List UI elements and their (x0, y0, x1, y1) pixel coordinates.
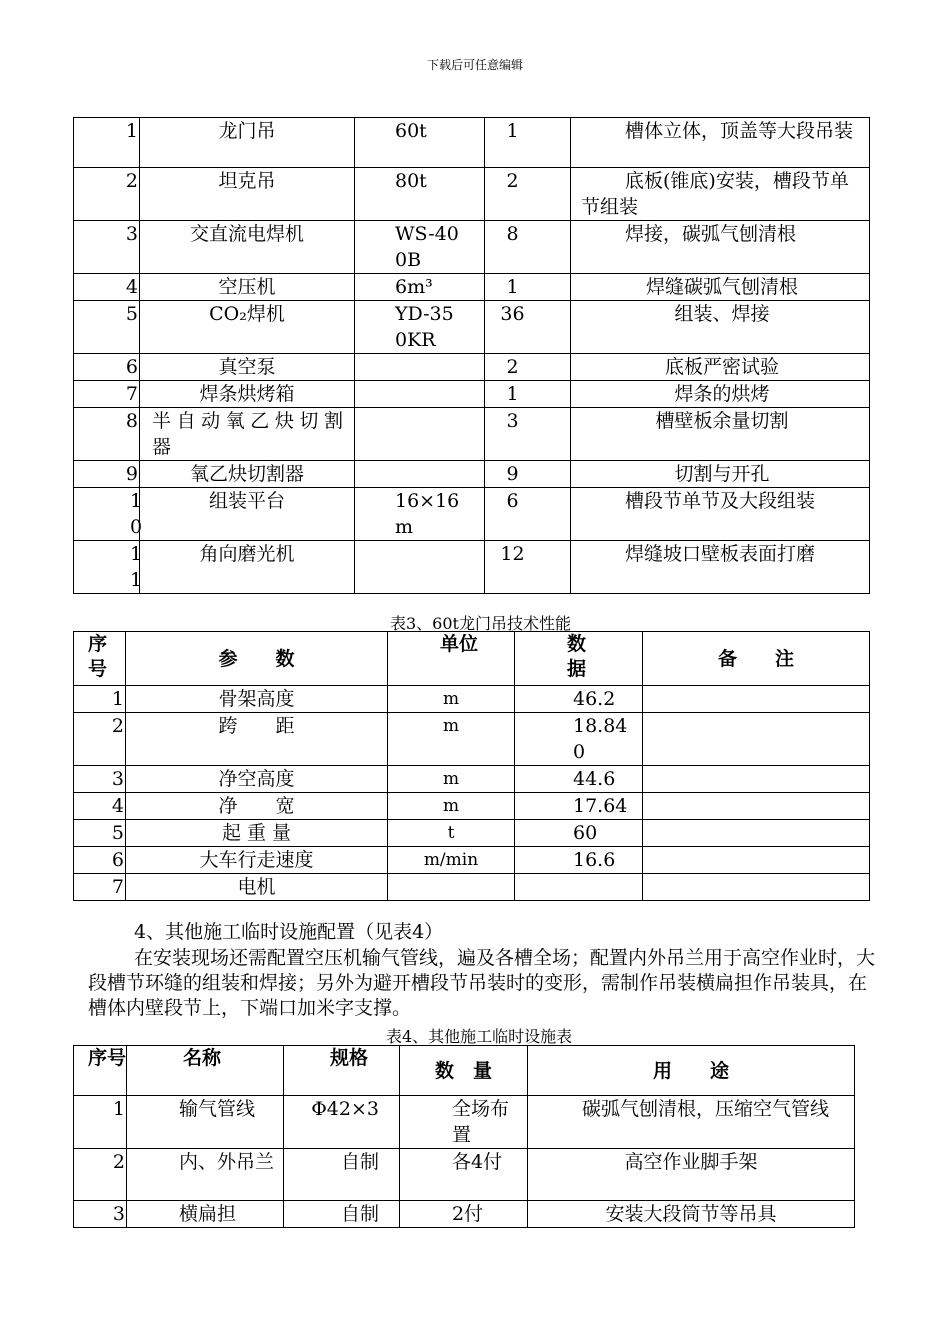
equipment-table (73, 117, 870, 594)
row-number: 6 (74, 354, 140, 381)
row-number: 11 (74, 541, 140, 594)
equipment-spec: 6m³ (355, 274, 485, 301)
equipment-name: 交直流电焊机 (140, 221, 355, 274)
facility-spec: 自制 (284, 1201, 400, 1228)
table-row (74, 488, 870, 541)
header-note: 备 注 (643, 632, 870, 686)
table-row (74, 1096, 855, 1149)
row-number: 1 (74, 1096, 127, 1149)
equipment-use: 槽体立体，顶盖等大段吊装 (571, 118, 870, 168)
header-data: 数据 (515, 632, 643, 686)
equipment-spec (355, 408, 485, 461)
row-number: 3 (74, 766, 126, 793)
header-no: 序号 (74, 632, 126, 686)
equipment-name: 坦克吊 (140, 168, 355, 221)
param-value: 16.6 (515, 847, 643, 874)
equipment-name: 龙门吊 (140, 118, 355, 168)
param-value (515, 874, 643, 901)
header-param: 参 数 (126, 632, 388, 686)
param-name: 大车行走速度 (126, 847, 388, 874)
table-row (74, 301, 870, 354)
equipment-use: 焊缝坡口壁板表面打磨 (571, 541, 870, 594)
table-row (74, 1149, 855, 1201)
param-unit: m (388, 686, 515, 713)
param-value: 60 (515, 820, 643, 847)
param-value: 44.6 (515, 766, 643, 793)
param-value: 17.64 (515, 793, 643, 820)
table-row (74, 118, 870, 168)
param-note (643, 793, 870, 820)
equipment-qty: 12 (485, 541, 571, 594)
table3-caption: 表3、60t龙门吊技术性能 (390, 614, 571, 633)
param-name: 跨 距 (126, 713, 388, 766)
param-unit: m (388, 766, 515, 793)
table-row (74, 713, 870, 766)
equipment-spec: 80t (355, 168, 485, 221)
row-number: 3 (74, 1201, 127, 1228)
param-name: 净空高度 (126, 766, 388, 793)
equipment-use: 槽壁板余量切割 (571, 408, 870, 461)
equipment-spec: 16×16m (355, 488, 485, 541)
facility-spec: 自制 (284, 1149, 400, 1201)
crane-spec-table (73, 631, 870, 901)
table-row (74, 221, 870, 274)
table-row (74, 1201, 855, 1228)
row-number: 2 (74, 713, 126, 766)
facility-qty: 全场布置 (400, 1096, 528, 1149)
equipment-spec (355, 461, 485, 488)
equipment-spec: WS-400B (355, 221, 485, 274)
table-row (74, 541, 870, 594)
param-note (643, 686, 870, 713)
equipment-qty: 6 (485, 488, 571, 541)
param-value: 46.2 (515, 686, 643, 713)
table-row (74, 408, 870, 461)
facility-use: 安装大段筒节等吊具 (528, 1201, 855, 1228)
row-number: 9 (74, 461, 140, 488)
row-number: 5 (74, 301, 140, 354)
param-unit: t (388, 820, 515, 847)
table-row (74, 793, 870, 820)
equipment-spec (355, 354, 485, 381)
equipment-qty: 9 (485, 461, 571, 488)
row-number: 5 (74, 820, 126, 847)
equipment-name: 氧乙炔切割器 (140, 461, 355, 488)
header-spec: 规格 (284, 1046, 400, 1096)
section4-heading: 4、其他施工临时设施配置（见表4） (134, 921, 444, 943)
facility-use: 高空作业脚手架 (528, 1149, 855, 1201)
header-note: 下载后可任意编辑 (426, 58, 523, 72)
facility-qty: 2付 (400, 1201, 528, 1228)
row-number: 4 (74, 274, 140, 301)
section4-body: 在安装现场还需配置空压机输气管线，遍及各槽全场；配置内外吊兰用于高空作业时，大段槽节环缝的组装和焊接；另外为避开槽段节吊装时的变形，需制作吊装横扁担作吊装具，在槽体内壁段节上，下端口加米字支撑。 (88, 947, 876, 1019)
facility-name: 输气管线 (127, 1096, 284, 1149)
header-no: 序号 (74, 1046, 127, 1096)
equipment-name: 组装平台 (140, 488, 355, 541)
param-name: 净 宽 (126, 793, 388, 820)
row-number: 2 (74, 168, 140, 221)
param-unit (388, 874, 515, 901)
equipment-name: CO₂焊机 (140, 301, 355, 354)
equipment-name: 真空泵 (140, 354, 355, 381)
row-number: 10 (74, 488, 140, 541)
table-row (74, 461, 870, 488)
row-number: 1 (74, 118, 140, 168)
table-row (74, 820, 870, 847)
equipment-name: 角向磨光机 (140, 541, 355, 594)
temporary-facilities-table (73, 1045, 855, 1228)
table-row (74, 766, 870, 793)
row-number: 6 (74, 847, 126, 874)
equipment-use: 底板严密试验 (571, 354, 870, 381)
header-unit: 单位 (388, 632, 515, 686)
row-number: 7 (74, 874, 126, 901)
equipment-spec: 60t (355, 118, 485, 168)
row-number: 2 (74, 1149, 127, 1201)
equipment-qty: 1 (485, 381, 571, 408)
param-value: 18.840 (515, 713, 643, 766)
param-note (643, 713, 870, 766)
param-name: 电机 (126, 874, 388, 901)
header-use: 用 途 (528, 1046, 855, 1096)
equipment-spec (355, 381, 485, 408)
param-note (643, 874, 870, 901)
equipment-qty: 8 (485, 221, 571, 274)
table-row (74, 354, 870, 381)
equipment-qty: 36 (485, 301, 571, 354)
equipment-name: 半自动氧乙炔切割器 (140, 408, 355, 461)
table-row (74, 686, 870, 713)
param-unit: m/min (388, 847, 515, 874)
equipment-use: 焊缝碳弧气刨清根 (571, 274, 870, 301)
row-number: 7 (74, 381, 140, 408)
row-number: 1 (74, 686, 126, 713)
param-unit: m (388, 713, 515, 766)
facility-use: 碳弧气刨清根，压缩空气管线 (528, 1096, 855, 1149)
param-note (643, 766, 870, 793)
table-row (74, 168, 870, 221)
param-unit: m (388, 793, 515, 820)
equipment-qty: 1 (485, 274, 571, 301)
equipment-use: 底板(锥底)安装，槽段节单节组装 (571, 168, 870, 221)
equipment-use: 焊条的烘烤 (571, 381, 870, 408)
table4-caption: 表4、其他施工临时设施表 (386, 1027, 573, 1046)
equipment-use: 组装、焊接 (571, 301, 870, 354)
equipment-qty: 2 (485, 354, 571, 381)
equipment-spec (355, 541, 485, 594)
param-name: 起 重 量 (126, 820, 388, 847)
facility-name: 内、外吊兰 (127, 1149, 284, 1201)
equipment-use: 焊接，碳弧气刨清根 (571, 221, 870, 274)
equipment-qty: 2 (485, 168, 571, 221)
table-row (74, 381, 870, 408)
equipment-qty: 3 (485, 408, 571, 461)
table-row (74, 874, 870, 901)
equipment-spec: YD-350KR (355, 301, 485, 354)
header-qty: 数 量 (400, 1046, 528, 1096)
table-row (74, 847, 870, 874)
equipment-name: 焊条烘烤箱 (140, 381, 355, 408)
equipment-qty: 1 (485, 118, 571, 168)
equipment-use: 槽段节单节及大段组装 (571, 488, 870, 541)
param-note (643, 847, 870, 874)
row-number: 8 (74, 408, 140, 461)
facility-name: 横扁担 (127, 1201, 284, 1228)
equipment-name: 空压机 (140, 274, 355, 301)
facility-qty: 各4付 (400, 1149, 528, 1201)
param-note (643, 820, 870, 847)
row-number: 4 (74, 793, 126, 820)
table-row (74, 274, 870, 301)
param-name: 骨架高度 (126, 686, 388, 713)
facility-spec: Φ42×3 (284, 1096, 400, 1149)
row-number: 3 (74, 221, 140, 274)
equipment-use: 切割与开孔 (571, 461, 870, 488)
header-name: 名称 (127, 1046, 284, 1096)
